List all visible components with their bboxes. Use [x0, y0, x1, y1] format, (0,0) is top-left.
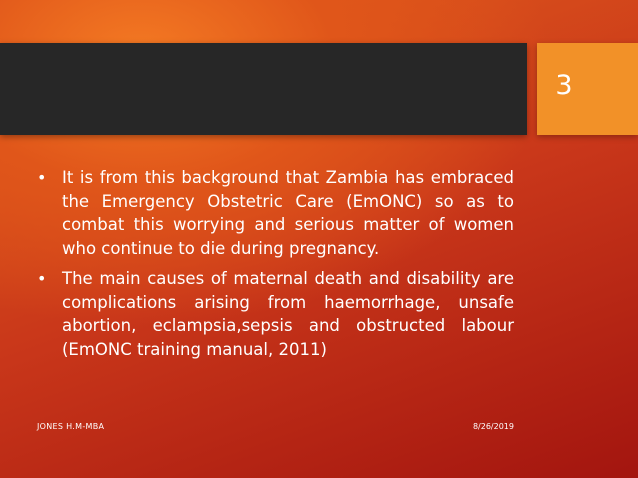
bullet-text: It is from this background that Zambia has embraced the Emergency Obstetric Care (EmONC) so as to combat this worrying and serious matter of women who continue to die during pregnancy.: [62, 168, 514, 258]
bullet-marker: •: [37, 269, 47, 288]
bullet-text: The main causes of maternal death and disability are complications arising from haemorrhage, unsafe abortion, eclampsia,sepsis and obstructed labour (EmONC training manual, 2011): [62, 269, 514, 359]
slide-number: 3: [555, 70, 573, 101]
bullet-marker: •: [37, 168, 47, 187]
footer-author: JONES H.M-MBA: [37, 422, 105, 431]
bullet-list: [37, 166, 514, 368]
bullet-item: [37, 166, 514, 260]
title-bar: [0, 43, 527, 135]
footer-date: 8/26/2019: [472, 422, 514, 431]
bullet-item: [37, 267, 514, 361]
